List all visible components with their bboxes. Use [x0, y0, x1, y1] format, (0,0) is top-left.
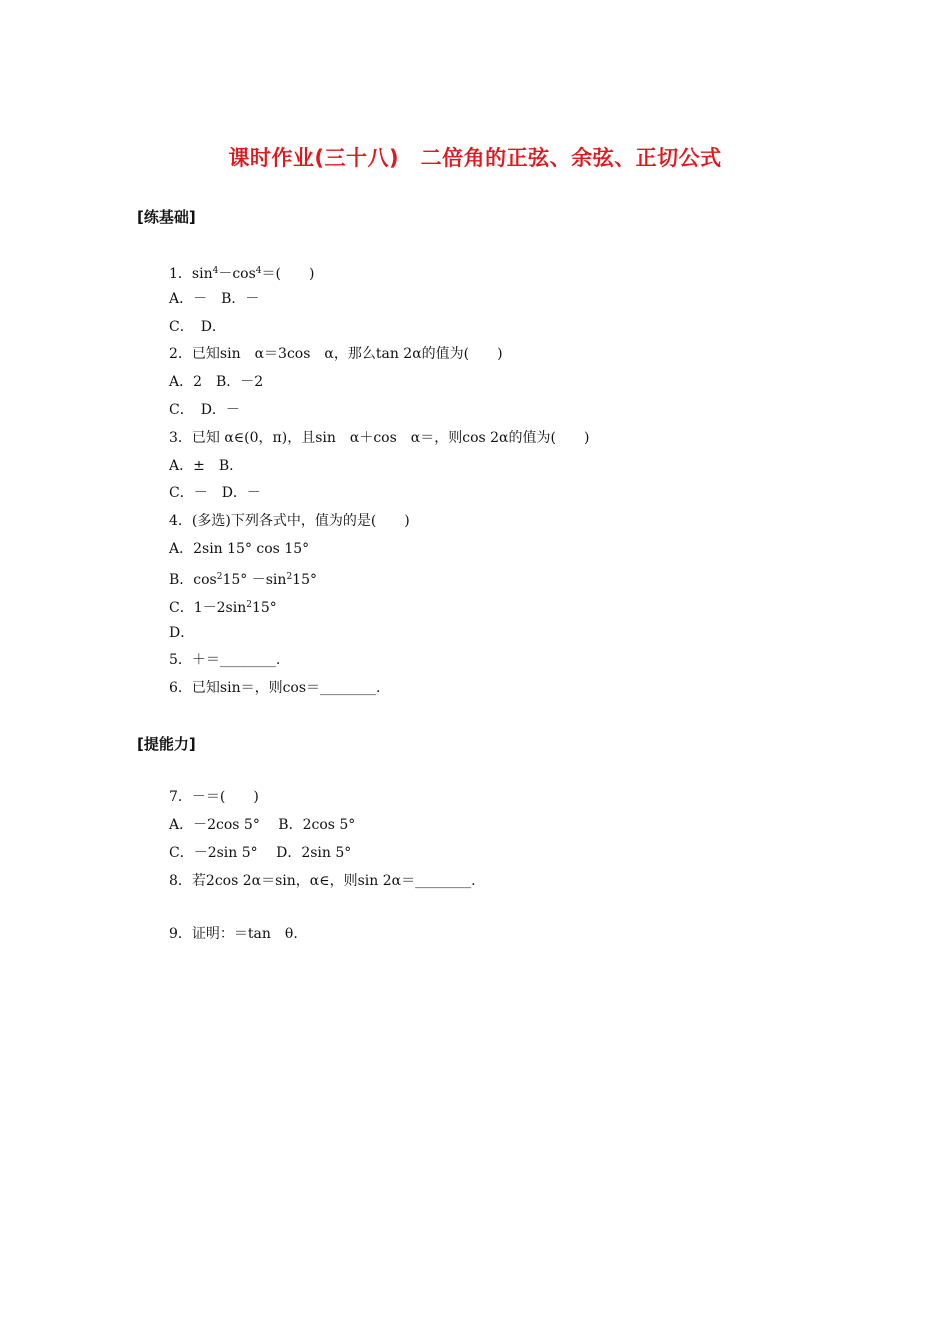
question-7: 7．－＝( ) — [169, 789, 259, 805]
q1-text-a: 1．sin — [169, 266, 213, 282]
question-4-option-c — [169, 596, 277, 617]
question-4-option-b — [169, 568, 317, 589]
q1-exponent-sin: 4 — [212, 266, 219, 276]
page-title: 课时作业(三十八) 二倍角的正弦、余弦、正切公式 — [228, 146, 722, 170]
q4c-text-a: C．1－2sin — [169, 600, 247, 616]
question-2-options-cd: C． D．－ — [169, 402, 240, 418]
q4b-exponent-sin: 2 — [286, 572, 293, 582]
question-3: 3．已知 α∈(0，π)，且sin α＋cos α＝，则cos 2α的值为( ) — [169, 430, 590, 446]
q4b-text-e: 15° — [292, 572, 317, 588]
question-4-option-a: A．2sin 15° cos 15° — [169, 541, 310, 557]
question-7-options-ab: A．－2cos 5° B．2cos 5° — [169, 817, 356, 833]
question-9: 9．证明：＝tan θ. — [169, 926, 298, 942]
question-7-options-cd: C．－2sin 5° D．2sin 5° — [169, 845, 352, 861]
question-2-options-ab: A．2 B．－2 — [169, 374, 264, 390]
q4b-text-c: 15° －sin — [222, 572, 287, 588]
q4b-text-a: B．cos — [169, 572, 217, 588]
question-8: 8．若2cos 2α＝sin，α∈，则sin 2α＝________. — [169, 873, 476, 889]
question-4-option-d: D． — [169, 625, 195, 641]
question-1-options-cd: C． D． — [169, 319, 226, 335]
question-5: 5．＋＝________. — [169, 652, 281, 668]
q1-exponent-cos: 4 — [255, 266, 262, 276]
q4c-exponent-sin: 2 — [246, 600, 252, 610]
section-heading-advanced: [提能力] — [137, 735, 196, 753]
question-1-options-ab: A．－ B．－ — [169, 291, 260, 307]
question-6: 6．已知sin＝，则cos＝________. — [169, 680, 381, 696]
q4c-text-c: 15° — [251, 600, 277, 616]
question-3-options-ab: A．± B． — [169, 458, 244, 474]
q1-text-c: －cos — [218, 266, 256, 282]
question-2: 2．已知sin α＝3cos α，那么tan 2α的值为( ) — [169, 346, 503, 362]
question-4: 4．(多选)下列各式中，值为的是( ) — [169, 513, 410, 529]
q4b-exponent-cos: 2 — [216, 572, 223, 582]
q1-text-e: ＝( ) — [261, 266, 315, 282]
question-3-options-cd: C．－ D．－ — [169, 485, 261, 501]
question-1 — [169, 262, 314, 283]
section-heading-basic: [练基础] — [137, 208, 196, 226]
